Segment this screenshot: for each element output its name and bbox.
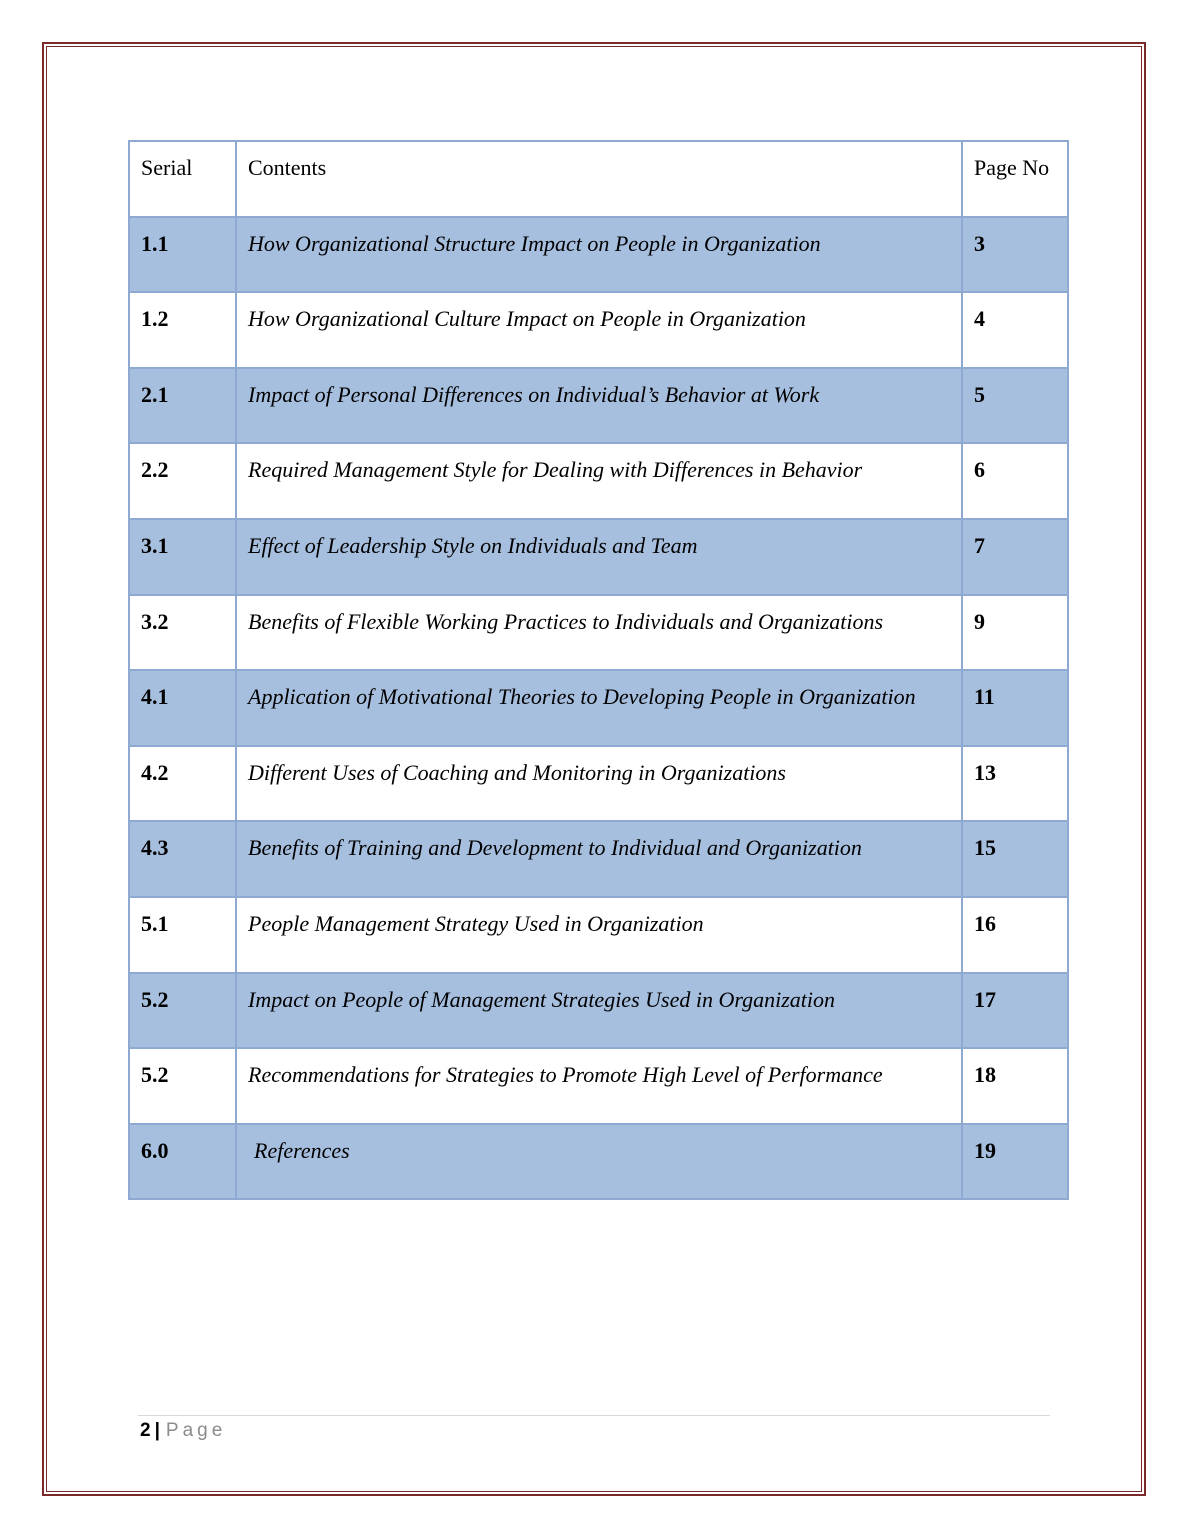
table-row bbox=[129, 443, 1068, 519]
table-header-row bbox=[129, 141, 1068, 217]
table-row bbox=[129, 519, 1068, 595]
row-contents: How Organizational Structure Impact on People in Organization bbox=[236, 217, 962, 293]
row-contents: How Organizational Culture Impact on People in Organization bbox=[236, 292, 962, 368]
header-page-no: Page No bbox=[962, 141, 1068, 217]
row-contents: Impact on People of Management Strategies Used in Organization bbox=[236, 973, 962, 1049]
row-page-no: 17 bbox=[962, 973, 1068, 1049]
row-serial: 2.2 bbox=[129, 443, 236, 519]
row-contents: Recommendations for Strategies to Promote High Level of Performance bbox=[236, 1048, 962, 1124]
header-serial: Serial bbox=[129, 141, 236, 217]
row-contents: Required Management Style for Dealing with Differences in Behavior bbox=[236, 443, 962, 519]
row-page-no: 4 bbox=[962, 292, 1068, 368]
row-serial: 5.1 bbox=[129, 897, 236, 973]
row-serial: 1.1 bbox=[129, 217, 236, 293]
row-serial: 3.2 bbox=[129, 595, 236, 671]
footer-divider bbox=[138, 1415, 1050, 1416]
table-row bbox=[129, 897, 1068, 973]
row-serial: 6.0 bbox=[129, 1124, 236, 1200]
row-page-no: 18 bbox=[962, 1048, 1068, 1124]
header-contents: Contents bbox=[236, 141, 962, 217]
row-contents: Benefits of Training and Development to Individual and Organization bbox=[236, 821, 962, 897]
row-contents: Different Uses of Coaching and Monitoring in Organizations bbox=[236, 746, 962, 822]
table-row bbox=[129, 292, 1068, 368]
row-page-no: 13 bbox=[962, 746, 1068, 822]
row-serial: 5.2 bbox=[129, 1048, 236, 1124]
row-contents: Application of Motivational Theories to Developing People in Organization bbox=[236, 670, 962, 746]
table-row bbox=[129, 670, 1068, 746]
row-contents: Benefits of Flexible Working Practices to Individuals and Organizations bbox=[236, 595, 962, 671]
row-contents: People Management Strategy Used in Organization bbox=[236, 897, 962, 973]
row-page-no: 11 bbox=[962, 670, 1068, 746]
table-row bbox=[129, 821, 1068, 897]
row-page-no: 6 bbox=[962, 443, 1068, 519]
table-of-contents bbox=[128, 140, 1069, 1200]
row-page-no: 7 bbox=[962, 519, 1068, 595]
row-page-no: 3 bbox=[962, 217, 1068, 293]
row-serial: 3.1 bbox=[129, 519, 236, 595]
table-row bbox=[129, 746, 1068, 822]
table-row bbox=[129, 973, 1068, 1049]
row-serial: 1.2 bbox=[129, 292, 236, 368]
row-serial: 5.2 bbox=[129, 973, 236, 1049]
row-contents: Effect of Leadership Style on Individuals and Team bbox=[236, 519, 962, 595]
row-serial: 4.1 bbox=[129, 670, 236, 746]
page-footer bbox=[140, 1419, 226, 1443]
row-serial: 4.2 bbox=[129, 746, 236, 822]
table-row bbox=[129, 1124, 1068, 1200]
page-number: 2 bbox=[140, 1420, 151, 1441]
row-page-no: 15 bbox=[962, 821, 1068, 897]
row-serial: 4.3 bbox=[129, 821, 236, 897]
row-page-no: 5 bbox=[962, 368, 1068, 444]
table-row bbox=[129, 1048, 1068, 1124]
table-row bbox=[129, 595, 1068, 671]
row-page-no: 16 bbox=[962, 897, 1068, 973]
row-page-no: 19 bbox=[962, 1124, 1068, 1200]
table-row bbox=[129, 368, 1068, 444]
row-contents: References bbox=[236, 1124, 962, 1200]
row-page-no: 9 bbox=[962, 595, 1068, 671]
table-row bbox=[129, 217, 1068, 293]
footer-separator: | bbox=[154, 1420, 160, 1441]
page-word: Page bbox=[165, 1420, 227, 1441]
row-serial: 2.1 bbox=[129, 368, 236, 444]
row-contents: Impact of Personal Differences on Individual’s Behavior at Work bbox=[236, 368, 962, 444]
